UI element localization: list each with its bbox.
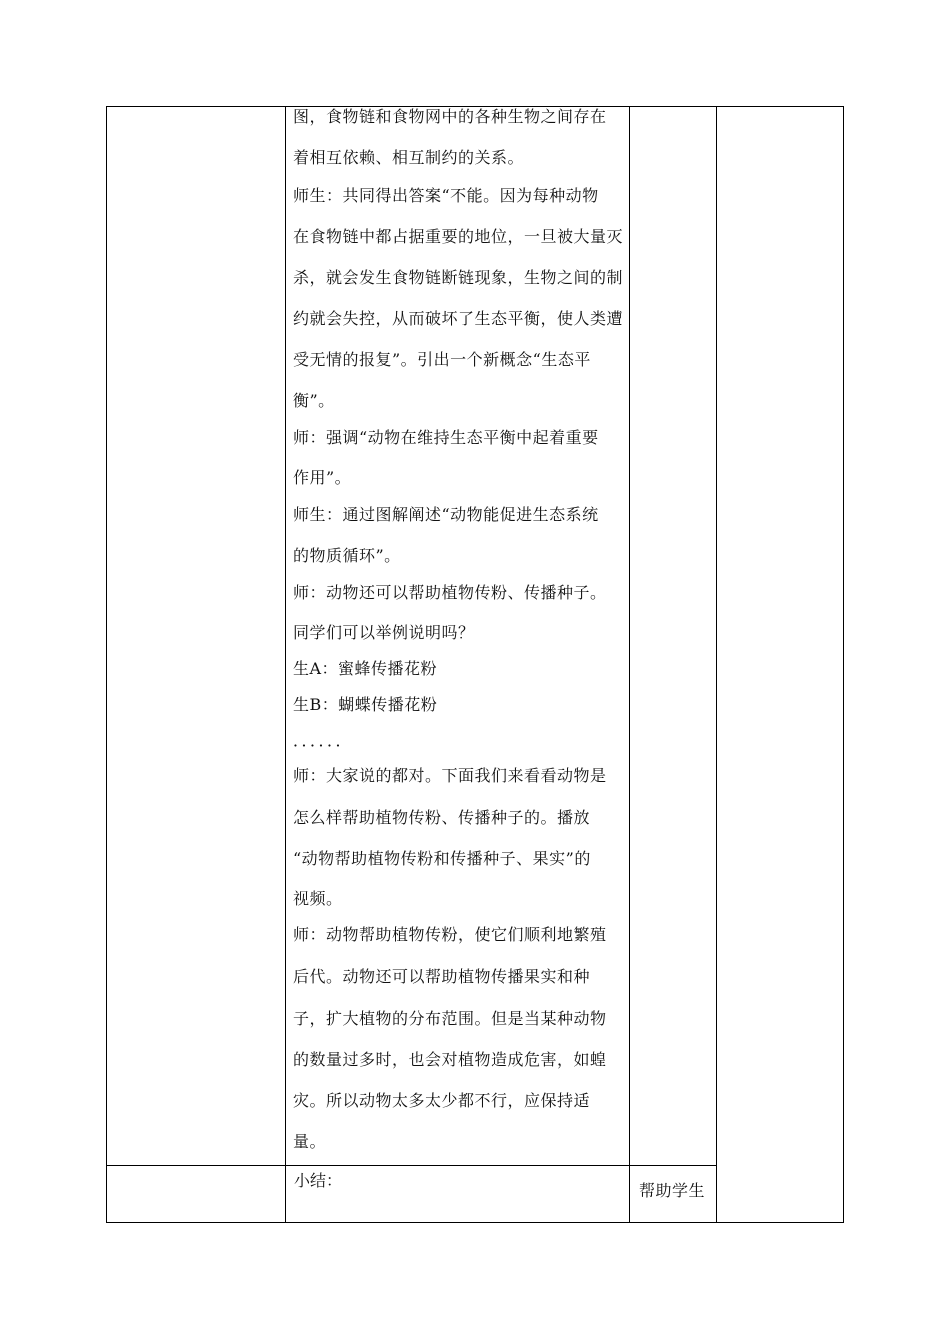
- row-divider: [107, 1165, 716, 1166]
- text-line: 师生：通过图解阐述“动物能促进生态系统: [293, 505, 599, 524]
- text-line: 图，食物链和食物网中的各种生物之间存在: [293, 107, 607, 126]
- text-line: 视频。: [293, 889, 343, 908]
- text-line: 师：强调“动物在维持生态平衡中起着重要: [293, 428, 599, 447]
- text-line: 作用”。: [293, 468, 352, 487]
- text-line: 衡”。: [293, 391, 335, 410]
- text-line: 生B：蝴蝶传播花粉: [293, 695, 438, 714]
- column-divider-1: [285, 107, 286, 1222]
- text-line: 子，扩大植物的分布范围。但是当某种动物: [293, 1009, 607, 1028]
- text-line: 生A：蜜蜂传播花粉: [293, 659, 438, 678]
- text-line: 师：动物帮助植物传粉，使它们顺利地繁殖: [293, 925, 607, 944]
- text-line: 师生：共同得出答案“不能。因为每种动物: [293, 186, 599, 205]
- text-line: 杀，就会发生食物链断链现象，生物之间的制: [293, 268, 624, 287]
- student-activity-text: 帮助学生: [639, 1181, 706, 1200]
- column-divider-2: [629, 107, 630, 1222]
- text-line: “动物帮助植物传粉和传播种子、果实”的: [293, 849, 591, 868]
- text-line: 同学们可以举例说明吗？: [293, 623, 475, 642]
- text-line: 灾。所以动物太多太少都不行，应保持适: [293, 1091, 591, 1110]
- column-divider-3: [716, 107, 717, 1222]
- text-line: 的物质循环”。: [293, 546, 401, 565]
- text-line: 着相互依赖、相互制约的关系。: [293, 148, 525, 167]
- text-line: 受无情的报复”。引出一个新概念“生态平: [293, 350, 591, 369]
- summary-label: 小结：: [294, 1171, 343, 1190]
- text-line: 约就会失控，从而破坏了生态平衡，使人类遭: [293, 309, 624, 328]
- text-line: ．．．．．．: [293, 731, 353, 750]
- text-line: 的数量过多时，也会对植物造成危害，如蝗: [293, 1050, 607, 1069]
- text-line: 师：大家说的都对。下面我们来看看动物是: [293, 766, 607, 785]
- text-line: 在食物链中都占据重要的地位，一旦被大量灭: [293, 227, 624, 246]
- text-line: 怎么样帮助植物传粉、传播种子的。播放: [293, 808, 591, 827]
- text-line: 后代。动物还可以帮助植物传播果实和种: [293, 967, 591, 986]
- text-line: 量。: [293, 1132, 327, 1151]
- text-line: 师：动物还可以帮助植物传粉、传播种子。: [293, 583, 607, 602]
